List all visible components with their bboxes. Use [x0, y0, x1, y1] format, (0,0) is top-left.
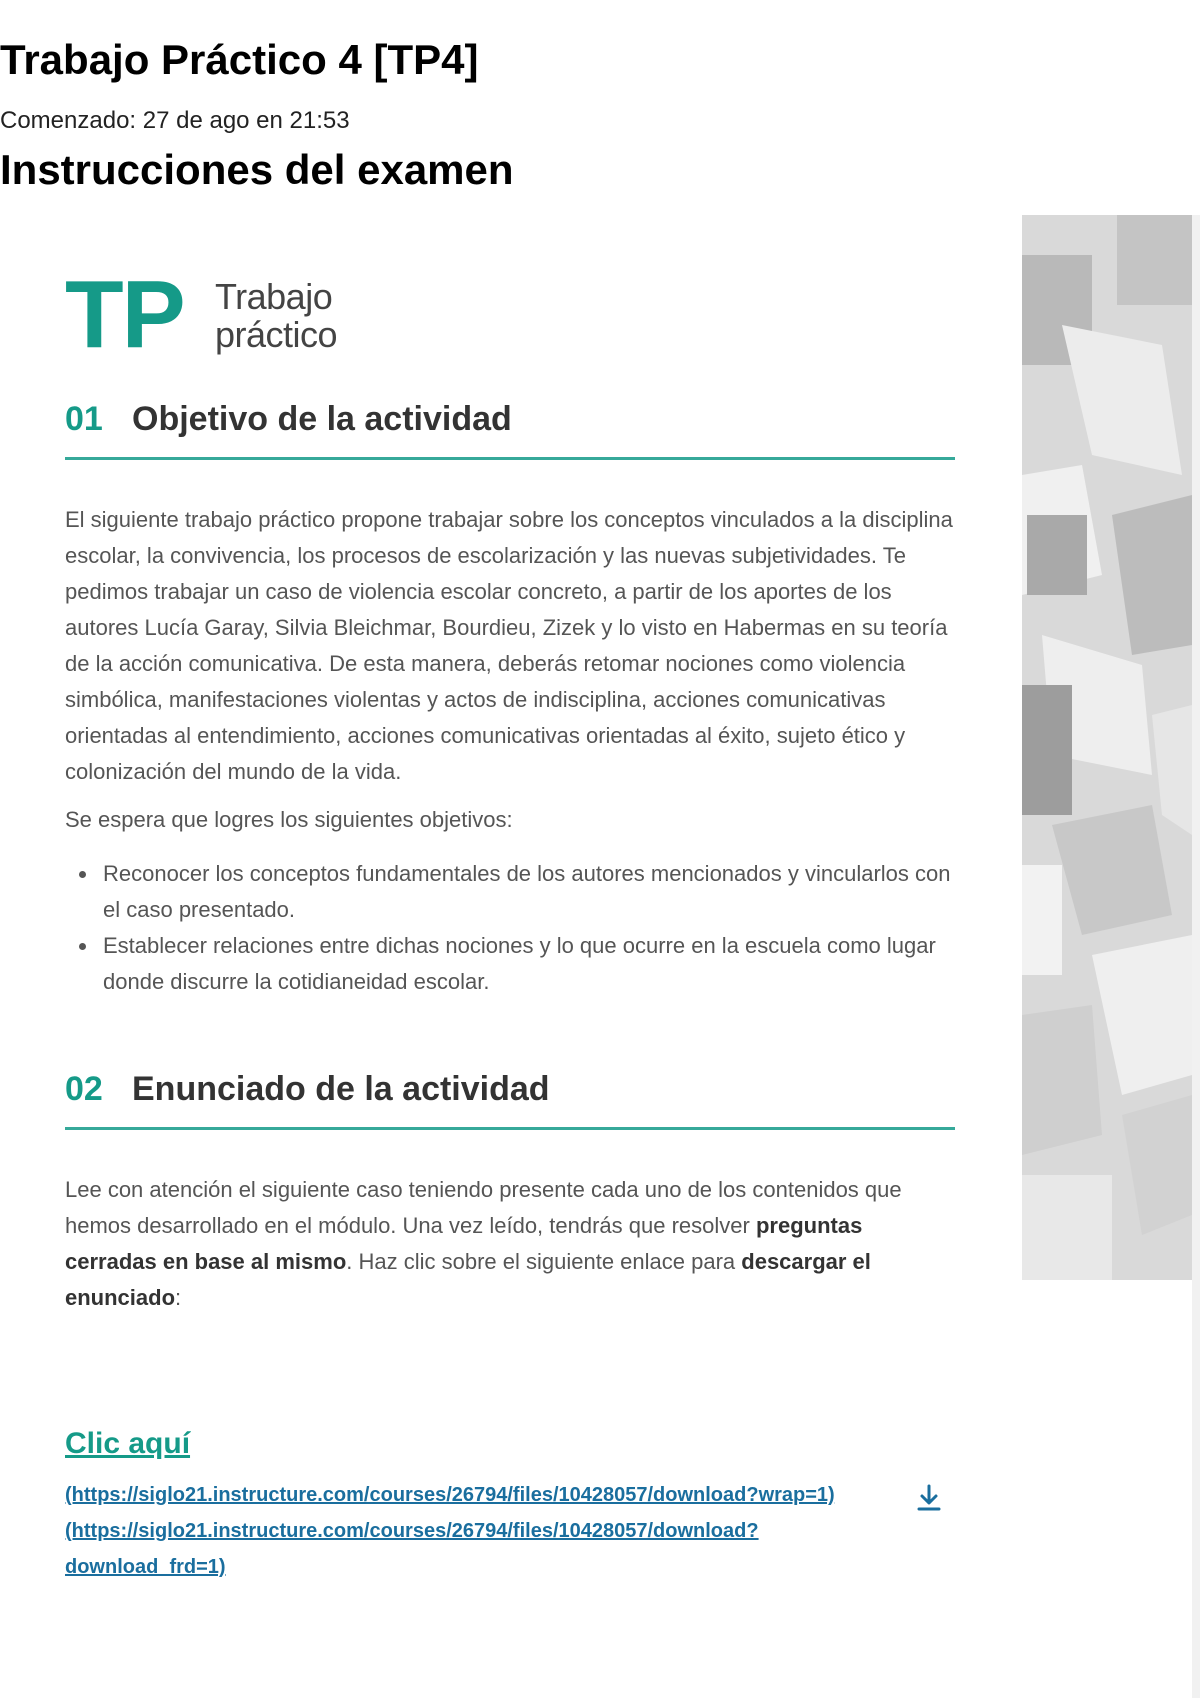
statement-bold-2: descargar el enunciado — [65, 1249, 871, 1310]
list-item: Reconocer los conceptos fundamentales de los autores mencionados y vincularlos con el caso presentado. — [65, 856, 955, 928]
section-objective-title: Objetivo de la actividad — [132, 400, 512, 438]
download-icon[interactable] — [916, 1483, 942, 1513]
started-timestamp: Comenzado: 27 de ago en 21:53 — [0, 107, 350, 134]
objective-paragraph: El siguiente trabajo práctico propone trabajar sobre los conceptos vinculados a la disciplina escolar, la convivencia, los procesos de escolarización y las nuevas subjetividades. Te pedimos trabajar un caso de violencia escolar concreto, a partir de los aportes de los autores Lucía Garay, Silvia Bleichmar, Bourdieu, Zizek y lo visto en Habermas en su teoría de la acción comunicativa. De esta manera, deberás retomar nociones como violencia simbólica, manifestaciones violentas y actos de indisciplina, acciones comunicativas orientadas al entendimiento, acciones comunicativas orientadas al éxito, sujeto ético y colonización del mundo de la vida. — [65, 507, 953, 784]
logo-line1: Trabajo — [215, 276, 333, 317]
section-objective-header — [65, 390, 955, 460]
architecture-image-graphic — [1022, 215, 1192, 1280]
statement-bold-1: preguntas cerradas en base al mismo — [65, 1213, 863, 1274]
logo-wordmark — [215, 278, 337, 354]
list-item: Establecer relaciones entre dichas nociones y lo que ocurre en la escuela como lugar donde discurre la cotidianeidad escolar. — [65, 928, 955, 1000]
statement-text-1: Lee con atención el siguiente caso teniendo presente cada uno de los contenidos que hemos desarrollado en el módulo. Una vez leído, tendrás que resolver — [65, 1177, 902, 1238]
download-frd-link-line2[interactable]: download_frd=1) — [65, 1556, 226, 1578]
clic-aqui-link[interactable]: Clic aquí — [65, 1427, 191, 1460]
section-objective-number: 01 — [65, 400, 103, 438]
decorative-architecture-image — [1022, 215, 1192, 1280]
statement-paragraph — [65, 1172, 955, 1316]
page-title: Trabajo Práctico 4 [TP4] — [0, 36, 479, 83]
section-statement-title: Enunciado de la actividad — [132, 1070, 550, 1108]
objectives-list — [65, 856, 955, 1000]
statement-text-2: . Haz clic sobre el siguiente enlace para — [346, 1249, 742, 1274]
objectives-intro: Se espera que logres los siguientes objetivos: — [65, 807, 513, 832]
section-statement-number: 02 — [65, 1070, 103, 1108]
section-statement-header — [65, 1060, 955, 1130]
statement-text-3: : — [175, 1285, 182, 1310]
tp-logo — [65, 261, 385, 368]
download-frd-link-line1[interactable]: (https://siglo21.instructure.com/courses/26794/files/10428057/download? — [65, 1520, 759, 1542]
download-wrap-link[interactable]: (https://siglo21.instructure.com/courses/26794/files/10428057/download?wrap=1) — [65, 1484, 835, 1506]
logo-mark: TP — [65, 261, 184, 368]
decorative-side-strip — [1192, 215, 1200, 1698]
instructions-title: Instrucciones del examen — [0, 146, 514, 193]
logo-line2: práctico — [215, 314, 338, 355]
